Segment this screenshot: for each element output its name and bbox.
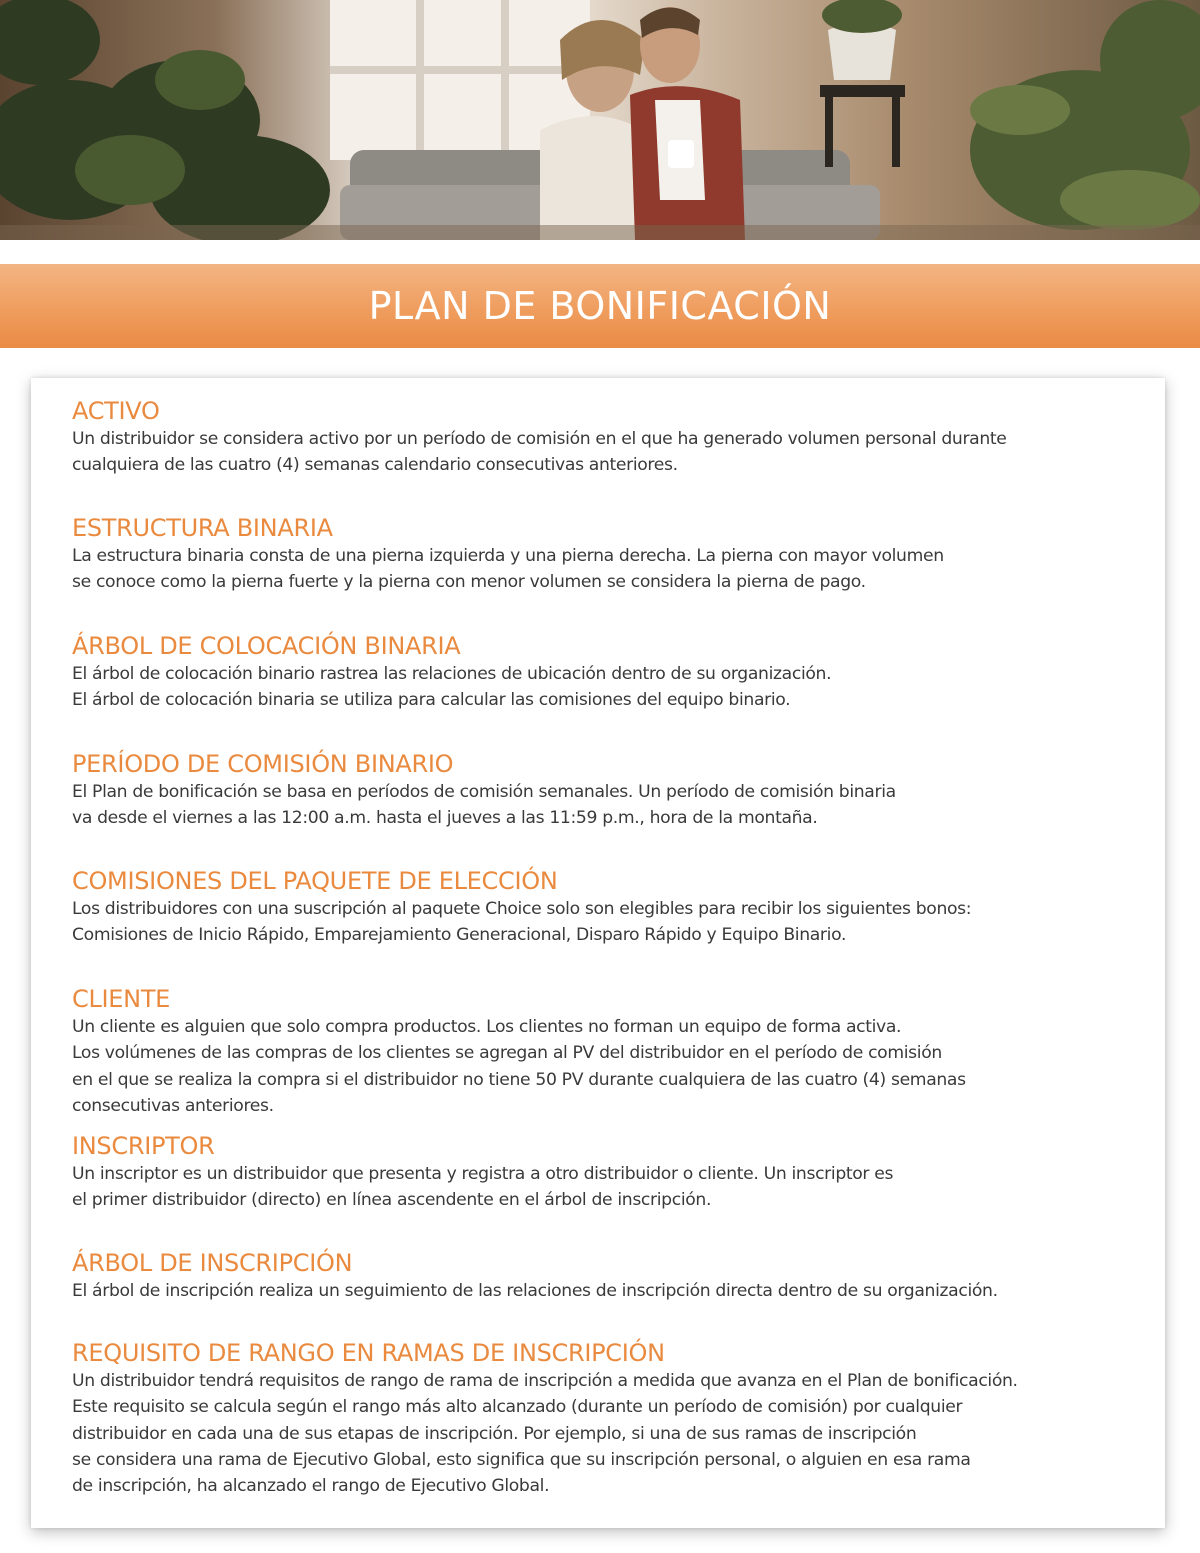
section-requisito-rango [72, 1338, 1162, 1499]
title-banner [0, 264, 1200, 348]
page-title: PLAN DE BONIFICACIÓN [368, 284, 832, 328]
section-estructura-binaria [72, 513, 1162, 596]
section-line: de inscripción, ha alcanzado el rango de Ejecutivo Global. [72, 1476, 550, 1497]
section-heading: PERÍODO DE COMISIÓN BINARIO [72, 750, 454, 778]
section-heading: ÁRBOL DE COLOCACIÓN BINARIA [72, 632, 461, 660]
section-activo [72, 396, 1162, 479]
section-line: se considera una rama de Ejecutivo Global, esto significa que su inscripción personal, o alguien en esa rama [72, 1449, 971, 1470]
section-line: El árbol de colocación binaria se utiliza para calcular las comisiones del equipo binario. [72, 690, 791, 711]
section-line: Un cliente es alguien que solo compra productos. Los clientes no forman un equipo de forma activa. [72, 1017, 902, 1037]
hero-illustration [0, 0, 1200, 240]
section-line: Comisiones de Inicio Rápido, Emparejamiento Generacional, Disparo Rápido y Equipo Binario. [72, 925, 847, 946]
section-line: Un distribuidor tendrá requisitos de rango de rama de inscripción a medida que avanza en el Plan de bonificación. [72, 1371, 1018, 1391]
section-line: El árbol de colocación binario rastrea las relaciones de ubicación dentro de su organización. [72, 664, 832, 684]
section-inscriptor [72, 1131, 1162, 1214]
section-line: El Plan de bonificación se basa en períodos de comisión semanales. Un período de comisión binaria [72, 782, 896, 802]
section-cliente [72, 984, 1162, 1119]
section-line: Los distribuidores con una suscripción al paquete Choice solo son elegibles para recibir los siguientes bonos: [72, 899, 972, 919]
section-heading: INSCRIPTOR [72, 1132, 215, 1160]
section-heading: ESTRUCTURA BINARIA [72, 514, 333, 542]
section-line: cualquiera de las cuatro (4) semanas calendario consecutivas anteriores. [72, 455, 678, 476]
content-card [31, 378, 1165, 1528]
section-arbol-inscripcion [72, 1248, 1162, 1304]
section-line: el primer distribuidor (directo) en línea ascendente en el árbol de inscripción. [72, 1190, 712, 1211]
section-line: distribuidor en cada una de sus etapas de inscripción. Por ejemplo, si una de sus ramas de inscripción [72, 1423, 917, 1444]
section-line: consecutivas anteriores. [72, 1095, 274, 1116]
section-heading: COMISIONES DEL PAQUETE DE ELECCIÓN [72, 867, 558, 895]
section-line: se conoce como la pierna fuerte y la pierna con menor volumen se considera la pierna de pago. [72, 572, 866, 593]
section-heading: CLIENTE [72, 985, 171, 1013]
section-heading: ÁRBOL DE INSCRIPCIÓN [72, 1249, 353, 1277]
section-line: va desde el viernes a las 12:00 a.m. hasta el jueves a las 11:59 p.m., hora de la montaña. [72, 808, 818, 829]
section-line: Este requisito se calcula según el rango más alto alcanzado (durante un período de comisión) por cualquier [72, 1397, 963, 1418]
section-line: Un distribuidor se considera activo por un período de comisión en el que ha generado volumen personal durante [72, 429, 1007, 449]
section-paquete-eleccion [72, 866, 1162, 949]
section-periodo-comision [72, 749, 1162, 832]
section-line: en el que se realiza la compra si el distribuidor no tiene 50 PV durante cualquiera de las cuatro (4) semanas [72, 1069, 966, 1090]
section-line: Los volúmenes de las compras de los clientes se agregan al PV del distribuidor en el período de comisión [72, 1043, 942, 1064]
section-arbol-colocacion [72, 631, 1162, 714]
hero-photo [0, 0, 1200, 240]
section-heading: ACTIVO [72, 397, 160, 425]
section-heading: REQUISITO DE RANGO EN RAMAS DE INSCRIPCIÓN [72, 1339, 665, 1367]
section-line: Un inscriptor es un distribuidor que presenta y registra a otro distribuidor o cliente. Un inscriptor es [72, 1164, 894, 1184]
section-line: El árbol de inscripción realiza un seguimiento de las relaciones de inscripción directa dentro de su organización. [72, 1281, 998, 1301]
section-line: La estructura binaria consta de una pierna izquierda y una pierna derecha. La pierna con mayor volumen [72, 546, 944, 566]
